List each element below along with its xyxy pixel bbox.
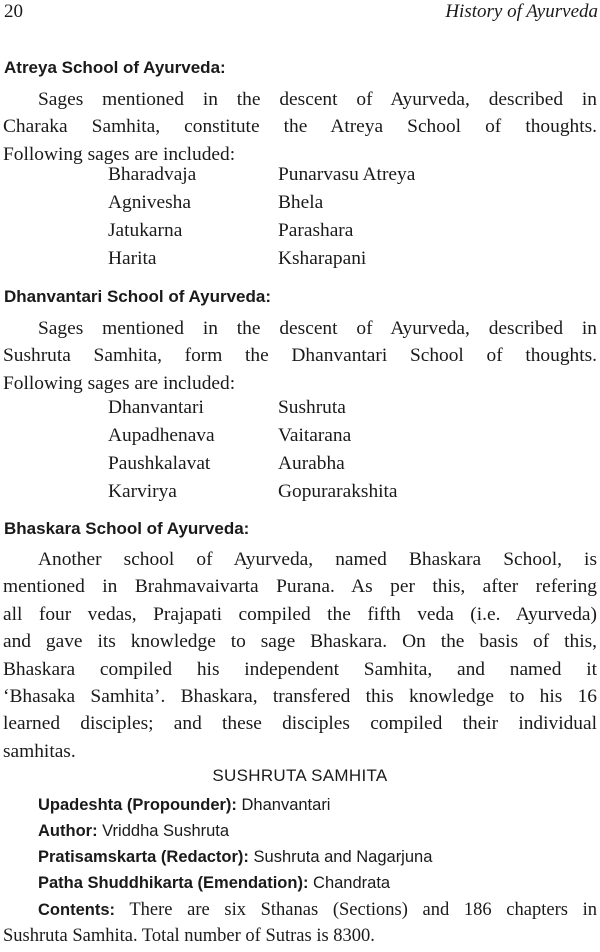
sage-name: Karvirya [108,481,177,502]
atreya-sage-list [108,161,488,273]
meta-value: Dhanvantari [236,796,331,814]
meta-label: Pratisamskarta (Redactor): [38,848,249,866]
meta-label: Author: [38,822,98,840]
contents-paragraph [3,897,597,949]
paragraph-line: Bhaskara compiled his independent Samhita, and named it [3,658,597,680]
paragraph-line: all four vedas, Prajapati compiled the fifth veda (i.e. Ayurveda) [3,603,597,625]
meta-redactor [38,844,432,870]
sage-name: Harita [108,248,157,269]
page-header [4,0,598,24]
meta-value: Sushruta and Nagarjuna [248,848,433,866]
section-heading-bhaskara: Bhaskara School of Ayurveda: [4,519,250,538]
dhanvantari-paragraph [3,315,597,397]
atreya-paragraph [3,86,597,168]
sage-name: Bhela [278,192,324,213]
section-heading-atreya: Atreya School of Ayurveda: [4,58,226,77]
sage-row [108,161,488,189]
sage-row [108,450,488,478]
paragraph-line: Sushruta Samhita, form the Dhanvantari School of thoughts. [3,345,597,367]
sage-name: Jatukarna [108,220,183,241]
paragraph-line: samhitas. [3,740,76,762]
paragraph-line: Sages mentioned in the descent of Ayurveda, described in [38,89,597,110]
sage-name: Paushkalavat [108,453,211,474]
meta-value: Vriddha Sushruta [97,822,230,840]
paragraph-line [3,897,597,923]
paragraph-line: Sushruta Samhita. Total number of Sutras is 8300. [3,926,375,946]
meta-label: Patha Shuddhikarta (Emendation): [38,874,309,892]
paragraph-line: learned disciples; and these disciples compiled their individual [3,713,597,735]
sage-name: Sushruta [278,397,346,418]
paragraph-line: mentioned in Brahmavaivarta Purana. As per this, after refering [3,576,597,598]
paragraph-line: Following sages are included: [3,372,236,394]
sage-row [108,422,488,450]
contents-text: There are six Sthanas (Sections) and 186 chapters in [115,900,597,920]
sage-name: Ksharapani [278,248,367,269]
meta-author [38,818,229,844]
meta-propounder [38,792,330,818]
sushruta-samhita-heading: SUSHRUTA SAMHITA [212,766,388,785]
sage-name: Bharadvaja [108,164,197,185]
paragraph-line: ‘Bhasaka Samhita’. Bhaskara, transfered this knowledge to his 16 [3,686,597,708]
dhanvantari-sage-list [108,394,488,506]
sage-name: Dhanvantari [108,397,204,418]
page-number: 20 [4,1,23,22]
sage-row [108,189,488,217]
paragraph-line: Charaka Samhita, constitute the Atreya School of thoughts. [3,116,597,138]
sage-row [108,217,488,245]
bhaskara-paragraph [3,546,597,765]
contents-label: Contents: [38,901,115,919]
section-heading-dhanvantari: Dhanvantari School of Ayurveda: [4,287,272,306]
sage-name: Aurabha [278,453,345,474]
sage-name: Aupadhenava [108,425,215,446]
paragraph-line: Following sages are included: [3,143,236,165]
running-title: History of Ayurveda [445,1,598,22]
sage-name: Gopurarakshita [278,481,398,502]
sage-row [108,245,488,273]
paragraph-line: Sages mentioned in the descent of Ayurveda, described in [38,318,597,339]
sage-name: Parashara [278,220,354,241]
meta-label: Upadeshta (Propounder): [38,796,237,814]
meta-emendation [38,870,390,896]
sage-row [108,478,488,506]
sage-name: Punarvasu Atreya [278,164,416,185]
paragraph-line: Another school of Ayurveda, named Bhaskara School, is [38,549,597,570]
sage-name: Agnivesha [108,192,191,213]
sage-name: Vaitarana [278,425,352,446]
sage-row [108,394,488,422]
paragraph-line: and gave its knowledge to sage Bhaskara. On the basis of this, [3,631,597,653]
meta-value: Chandrata [308,874,391,892]
